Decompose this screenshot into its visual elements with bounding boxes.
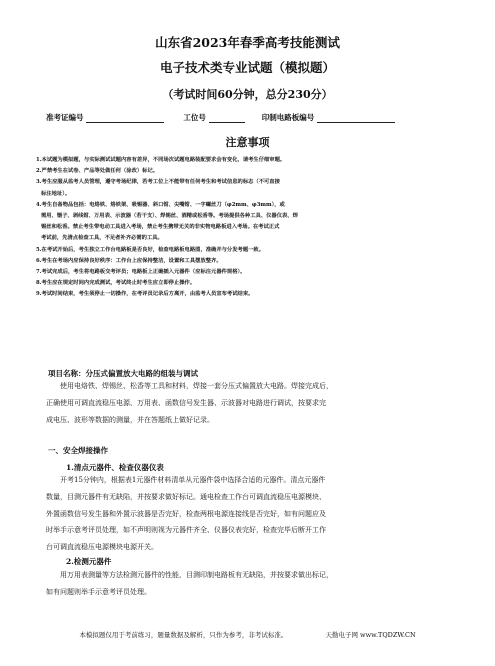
station-number-field[interactable] xyxy=(209,114,245,123)
paragraph-line: 用万用表测量等方法检测元器件的性能，目测印制电路板有无缺陷，并按要求做出标记， xyxy=(60,571,333,579)
project-title: 项目名称：分压式偏置放大电路的组装与调试 xyxy=(48,369,198,378)
subsection-heading: 1.清点元器件、检查仪器仪表 xyxy=(66,463,164,472)
footer-disclaimer: 本模拟题仅用于考前练习，题量数据及解析，只作为参考，非考试标准。 xyxy=(79,631,288,639)
exam-time-note: （考试时间60分钟，总分230分） xyxy=(162,88,333,101)
station-number-label: 工位号 xyxy=(183,113,206,122)
notice-title: 注意事项 xyxy=(225,136,270,149)
subsection-body xyxy=(46,472,466,556)
paragraph-line: 时举手示意考评员处理，如不声明则视为元器件齐全、仪器仪表完好，检查完毕后断开工作 xyxy=(46,526,326,535)
paragraph-line: 使用电烙铁、焊锡丝、松香等工具和材料，焊接一套分压式偏置放大电路。焊接完成后， xyxy=(60,382,333,390)
notice-item: 考试前，先清点检查工具，不足者补齐必需的工具。 xyxy=(41,235,163,242)
notice-item: 需用、镊子、剥线钳、万用表、示波器（若干支）、焊锡丝、酒精或松香等。考场提供各种工具、仪器仪表、焊 xyxy=(41,213,298,220)
notice-item: 1.本试题为模拟题，与实际测试试题内容有差异，不同场次试题电路装配要求会有变化，请考生仔细审题。 xyxy=(36,157,286,163)
notice-item: 6.考生在考场内应保持良好秩序：工作台上应保持整洁，设置和工具摆放整齐。 xyxy=(36,257,222,264)
ticket-number-label: 准考证编号 xyxy=(46,113,84,122)
notice-item: 标注地址）。 xyxy=(41,190,71,197)
project-intro xyxy=(46,378,466,428)
paragraph-line: 如有问题则举手示意考评员处理。 xyxy=(46,587,151,596)
page-footer xyxy=(0,630,495,639)
notice-list xyxy=(36,155,466,301)
notice-item: 9.考试时间结束，考生须停止一切操作，在考评员记录后方离开，由监考人员宣布考试结束。 xyxy=(36,291,254,298)
candidate-fields xyxy=(46,112,466,123)
notice-item: 8.考生应在规定时间内完成测试，考试终止时考生应立即停止操作。 xyxy=(36,280,196,287)
exam-subtitle: 电子技术类专业试题（模拟题） xyxy=(159,60,335,75)
footer-site: 天勤电子网 www.TQDZW.CN xyxy=(325,631,416,639)
paragraph-line: 外置函数信号发生器和外置示波器是否完好，检查两根电源连接线是否完好，如有问题应及 xyxy=(46,509,326,518)
notice-item: 3.考生应服从监考人员管理，遵守考场纪律，若考工位上不能带有任何考生和考试信息的标志（不可直接 xyxy=(36,179,280,186)
subsection-heading: 2.检测元器件 xyxy=(66,557,112,566)
paragraph-line: 台可调直流稳压电源模块电源开关。 xyxy=(46,543,158,552)
board-number-field[interactable] xyxy=(317,114,395,123)
exam-title: 山东省2023年春季高考技能测试 xyxy=(155,35,340,50)
paragraph-line: 数量，目测元器件有无缺陷，并按要求做好标记。通电检查工作台可调直流稳压电源模块、 xyxy=(46,492,326,501)
section-heading: 一、安全焊接操作 xyxy=(48,446,108,455)
board-number-label: 印制电路板编号 xyxy=(261,113,315,122)
notice-item: 7.考试完成后，考生将电路板交考评员；电路板上正确插入元器件（应标注元器件规格）。 xyxy=(36,269,246,276)
paragraph-line: 正确使用可调直流稳压电源、万用表、函数信号发生器、示波器对电路进行调试，按要求完 xyxy=(46,398,326,407)
notice-item: 4.考生自备物品包括：电烙铁、烙铁架、吸锡器、斜口钳、尖嘴钳、一字螺丝刀（φ2mm、φ3mm），或 xyxy=(36,201,285,208)
notice-item: 锡丝和松香。禁止考生带电动工具进入考场，禁止考生携带无关的非实物电路板进入考场。在考试正式 xyxy=(41,224,280,231)
notice-item: 2.严禁考生在试卷、产品等处做任何（涂改）标记。 xyxy=(36,168,159,175)
paragraph-line: 开考15分钟内，根据表1元器件材料清单从元器件袋中选择合适的元器件。清点元器件 xyxy=(60,476,326,484)
paragraph-line: 成电压、波形等数据的测量，并在答题纸上做好记录。 xyxy=(46,415,214,424)
subsection-body xyxy=(46,567,466,601)
notice-item: 5.在考试开始后，考生独立工作台电路板是否良好，检查电路板电路图，准确并与分发考题一致。 xyxy=(36,246,265,253)
ticket-number-field[interactable] xyxy=(86,114,164,123)
